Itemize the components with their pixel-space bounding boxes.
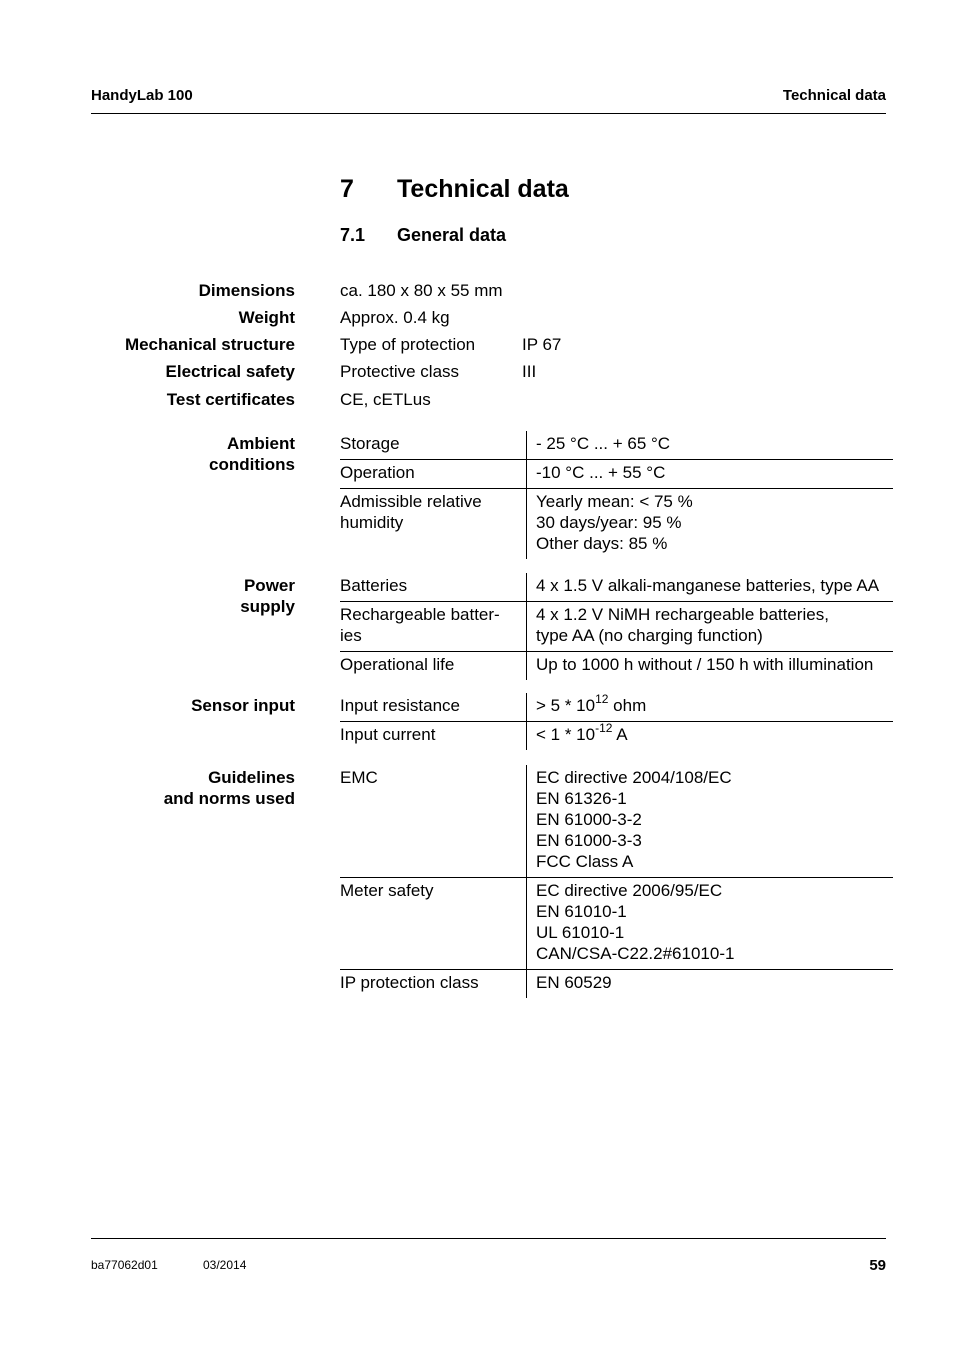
ambient-conditions-table [340, 431, 893, 559]
row-key: Input current [340, 722, 527, 751]
table-row [340, 602, 893, 652]
table-row [340, 722, 893, 751]
row-value: Up to 1000 h without / 150 h with illumination [527, 652, 894, 681]
label-line: Power [243, 576, 295, 595]
label-line: Guidelines [208, 768, 295, 787]
running-header-section: Technical data [782, 87, 886, 104]
document-date: 03/2014 [203, 1258, 247, 1272]
test-certificates-value: CE, cETLus [340, 390, 431, 409]
table-row [340, 460, 893, 489]
row-value: > $5 * 10^{12}$ ohm [527, 693, 894, 722]
row-key: Storage [340, 434, 400, 453]
row-value: - 25 °C ... + 65 °C [527, 431, 894, 460]
row-key: Input resistance [340, 696, 461, 715]
row-key: EMC [340, 768, 378, 787]
header-rule [91, 113, 886, 114]
row-key: Operation [340, 460, 527, 489]
row-value: 4 x 1.5 V alkali-manganese batteries, type AA [527, 573, 894, 602]
table-row [340, 878, 893, 970]
mechanical-structure-key: Type of protection [340, 335, 476, 354]
guidelines-label [164, 767, 295, 809]
row-value: -10 °C ... + 55 °C [527, 460, 894, 489]
sensor-input-label: Sensor input [191, 696, 295, 715]
mechanical-structure-value: IP 67 [522, 335, 562, 354]
chapter-number: 7 [340, 175, 354, 203]
weight-label: Weight [238, 308, 295, 327]
weight-value: Approx. 0.4 kg [340, 308, 450, 327]
label-line: and norms used [163, 789, 295, 808]
mechanical-structure-label: Mechanical structure [124, 335, 295, 354]
table-row [340, 573, 893, 602]
row-key: Operational life [340, 652, 527, 681]
section-number: 7.1 [340, 225, 366, 245]
label-line: Ambient [227, 434, 295, 453]
document-id: ba77062d01 [91, 1258, 158, 1272]
footer-rule [91, 1238, 886, 1239]
table-row [340, 693, 893, 722]
row-key: IP protection class [340, 970, 527, 999]
page-number: 59 [869, 1257, 886, 1274]
chapter-title: Technical data [397, 175, 569, 203]
test-certificates-label: Test certificates [166, 390, 295, 409]
label-line: conditions [209, 455, 295, 474]
sensor-input-table [340, 693, 893, 750]
dimensions-label: Dimensions [198, 281, 295, 300]
row-value: 4 x 1.2 V NiMH rechargeable batteries, type AA (no charging function) [527, 602, 894, 652]
row-value: Yearly mean: < 75 % 30 days/year: 95 % Other days: 85 % [527, 489, 894, 560]
table-row [340, 970, 893, 999]
row-value: EC directive 2006/95/EC EN 61010-1 UL 61010-1 CAN/CSA-C22.2#61010-1 [527, 878, 894, 970]
power-supply-label [240, 575, 295, 617]
electrical-safety-value: III [522, 362, 537, 381]
table-row [340, 652, 893, 681]
ambient-conditions-label [209, 433, 295, 475]
dimensions-value: ca. 180 x 80 x 55 mm [340, 281, 503, 300]
row-value: EN 60529 [527, 970, 894, 999]
row-value: EC directive 2004/108/EC EN 61326-1 EN 61000-3-2 EN 61000-3-3 FCC Class A [527, 765, 894, 878]
section-title: General data [397, 225, 507, 245]
row-key: Meter safety [340, 878, 527, 970]
row-key: Batteries [340, 576, 408, 595]
electrical-safety-label: Electrical safety [165, 362, 295, 381]
power-supply-table [340, 573, 893, 680]
row-value: < $1 * 10^{-12}$ A [527, 722, 894, 751]
guidelines-table [340, 765, 893, 998]
table-row [340, 431, 893, 460]
row-key: Admissible relative humidity [340, 489, 527, 560]
electrical-safety-key: Protective class [340, 362, 460, 381]
running-header-title: HandyLab 100 [91, 87, 193, 104]
row-key: Rechargeable batter- ies [340, 602, 527, 652]
table-row [340, 765, 893, 878]
label-line: supply [240, 597, 295, 616]
table-row [340, 489, 893, 560]
